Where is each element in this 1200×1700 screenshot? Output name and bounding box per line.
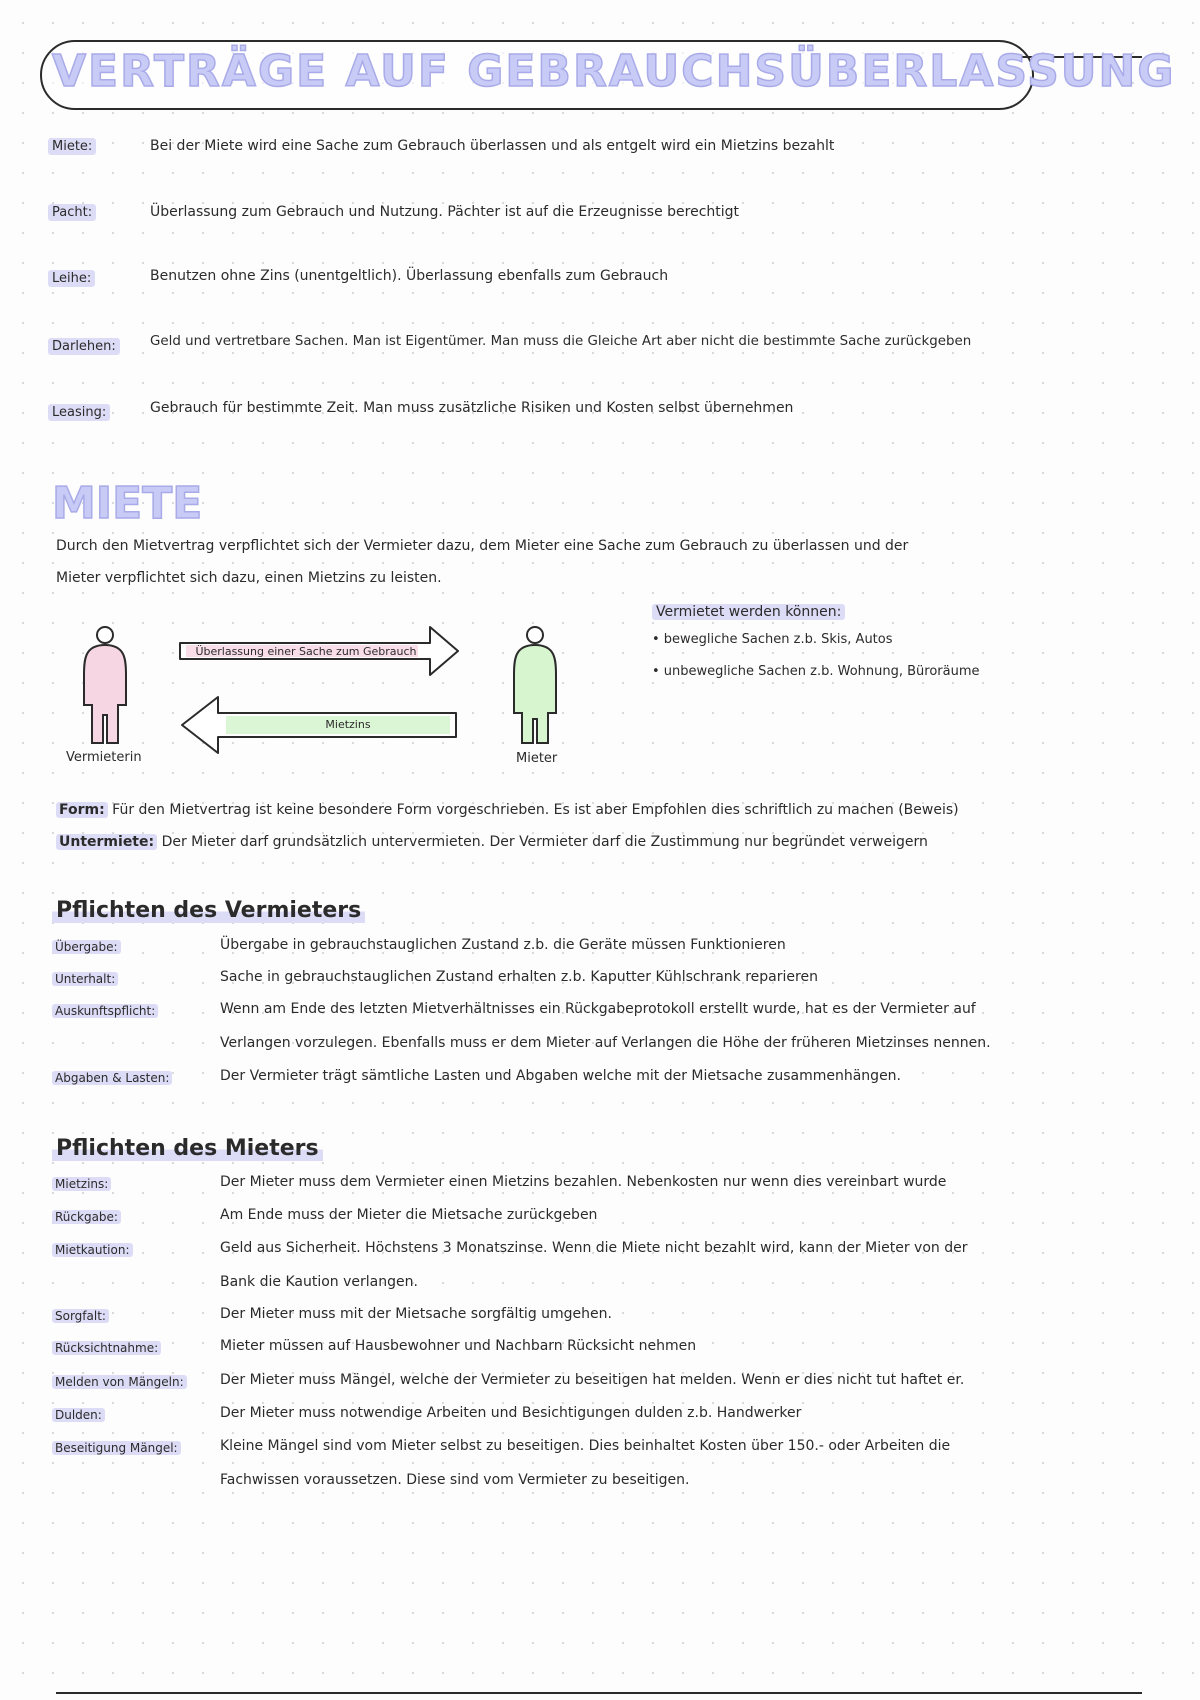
miete-intro-line-2: Mieter verpflichtet sich dazu, einen Mietzins zu leisten. [56,570,442,586]
mieter-row-text-ruecksicht: Mieter müssen auf Hausbewohner und Nachbarn Rücksicht nehmen [220,1338,697,1354]
mieter-row-text-beseitigung: Kleine Mängel sind vom Mieter selbst zu beseitigen. Dies beinhaltet Kosten über 150.- oder Arbeiten die [220,1438,951,1454]
form-line [56,802,959,818]
mieter-row-label-mietkaution: Mietkaution: [52,1243,133,1257]
def-label-leihe: Leihe: [48,270,95,287]
vermieter-row-text-uebergabe: Übergabe in gebrauchstauglichen Zustand z.b. die Geräte müssen Funktionieren [220,937,786,953]
bottom-rule [56,1692,1142,1694]
vermieter-row-text-auskunft: Wenn am Ende des letzten Mietverhältnisses ein Rückgabeprotokoll erstellt wurde, hat es der Vermieter auf [220,1001,976,1017]
mieter-row-label-ruecksicht: Rücksichtnahme: [52,1341,161,1355]
vermieter-row-text-unterhalt: Sache in gebrauchstauglichen Zustand erhalten z.b. Kaputter Kühlschrank reparieren [220,969,818,985]
mieter-row-label-maengel-melden: Melden von Mängeln: [52,1375,187,1389]
untermiete-label: Untermiete: [56,834,157,850]
mieter-row-label-mietzins: Mietzins: [52,1177,111,1191]
def-text-leihe: Benutzen ohne Zins (unentgeltlich). Überlassung ebenfalls zum Gebrauch [150,268,669,284]
arrow-right-label: Überlassung einer Sache zum Gebrauch [195,645,417,658]
form-text: Für den Mietvertrag ist keine besondere Form vorgeschrieben. Es ist aber Empfohlen dies schriftlich zu machen (Beweis) [112,802,959,818]
vermietet-item-unbewegliche: • unbewegliche Sachen z.b. Wohnung, Büroräume [652,664,980,679]
vermieterin-figure [84,627,126,743]
page-title: VERTRÄGE AUF GEBRAUCHSÜBERLASSUNG [52,46,1176,97]
untermiete-line [56,834,928,850]
vermieter-row-label-unterhalt: Unterhalt: [52,972,118,986]
section-heading-pflichten-mieter: Pflichten des Mieters [52,1136,323,1161]
vermieter-row-label-abgaben: Abgaben & Lasten: [52,1071,172,1085]
def-text-darlehen: Geld und vertretbare Sachen. Man ist Eigentümer. Man muss die Gleiche Art aber nicht die bestimmte Sache zurückgeben [150,334,972,349]
mieter-row-text-sorgfalt: Der Mieter muss mit der Mietsache sorgfältig umgehen. [220,1306,612,1322]
section-heading-miete: MIETE [52,478,203,529]
form-label: Form: [56,802,108,818]
mieter-row-text-mietzins: Der Mieter muss dem Vermieter einen Mietzins bezahlen. Nebenkosten nur wenn dies vereinbart wurde [220,1174,947,1190]
def-label-darlehen: Darlehen: [48,338,120,355]
vermietet-heading: Vermietet werden können: [652,604,845,620]
mieter-label: Mieter [516,751,558,766]
mieter-row-text-maengel-melden: Der Mieter muss Mängel, welche der Vermieter zu beseitigen hat melden. Wenn er dies nicht tut haftet er. [220,1372,965,1388]
mieter-row-label-sorgfalt: Sorgfalt: [52,1309,109,1323]
def-text-leasing: Gebrauch für bestimmte Zeit. Man muss zusätzliche Risiken und Kosten selbst übernehmen [150,400,794,416]
mieter-row-text-mietkaution: Geld aus Sicherheit. Höchstens 3 Monatszinse. Wenn die Miete nicht bezahlt wird, kann der Mieter von der [220,1240,968,1256]
untermiete-text: Der Mieter darf grundsätzlich untervermieten. Der Vermieter darf die Zustimmung nur begründet verweigern [161,834,928,850]
arrow-left-label: Mietzins [325,718,371,731]
vermieterin-label: Vermieterin [66,750,142,765]
section-heading-pflichten-vermieter: Pflichten des Vermieters [52,898,365,923]
vermieter-row-label-auskunft: Auskunftspflicht: [52,1004,158,1018]
mieter-row-cont-beseitigung: Fachwissen voraussetzen. Diese sind vom Vermieter zu beseitigen. [220,1472,690,1488]
def-label-leasing: Leasing: [48,404,110,421]
mieter-figure [514,627,556,743]
miete-intro-line-1: Durch den Mietvertrag verpflichtet sich der Vermieter dazu, dem Mieter eine Sache zum Gebrauch zu überlassen und der [56,538,909,554]
mieter-row-text-dulden: Der Mieter muss notwendige Arbeiten und Besichtigungen dulden z.b. Handwerker [220,1405,802,1421]
def-label-pacht: Pacht: [48,204,96,221]
def-label-miete: Miete: [48,138,96,155]
def-text-miete: Bei der Miete wird eine Sache zum Gebrauch überlassen und als entgelt wird ein Mietzins bezahlt [150,138,835,154]
mieter-row-cont-mietkaution: Bank die Kaution verlangen. [220,1274,418,1290]
mieter-row-label-rueckgabe: Rückgabe: [52,1210,121,1224]
vermietet-item-bewegliche: • bewegliche Sachen z.b. Skis, Autos [652,632,893,647]
vermieter-row-text-abgaben: Der Vermieter trägt sämtliche Lasten und Abgaben welche mit der Mietsache zusammenhängen. [220,1068,902,1084]
vermieter-row-cont-auskunft: Verlangen vorzulegen. Ebenfalls muss er dem Mieter auf Verlangen die Höhe der früheren Mietzinses nennen. [220,1035,991,1051]
mieter-row-label-dulden: Dulden: [52,1408,105,1422]
mieter-row-label-beseitigung: Beseitigung Mängel: [52,1441,181,1455]
def-text-pacht: Überlassung zum Gebrauch und Nutzung. Pächter ist auf die Erzeugnisse berechtigt [150,204,740,220]
vermieter-row-label-uebergabe: Übergabe: [52,940,121,954]
mieter-row-text-rueckgabe: Am Ende muss der Mieter die Mietsache zurückgeben [220,1207,598,1223]
